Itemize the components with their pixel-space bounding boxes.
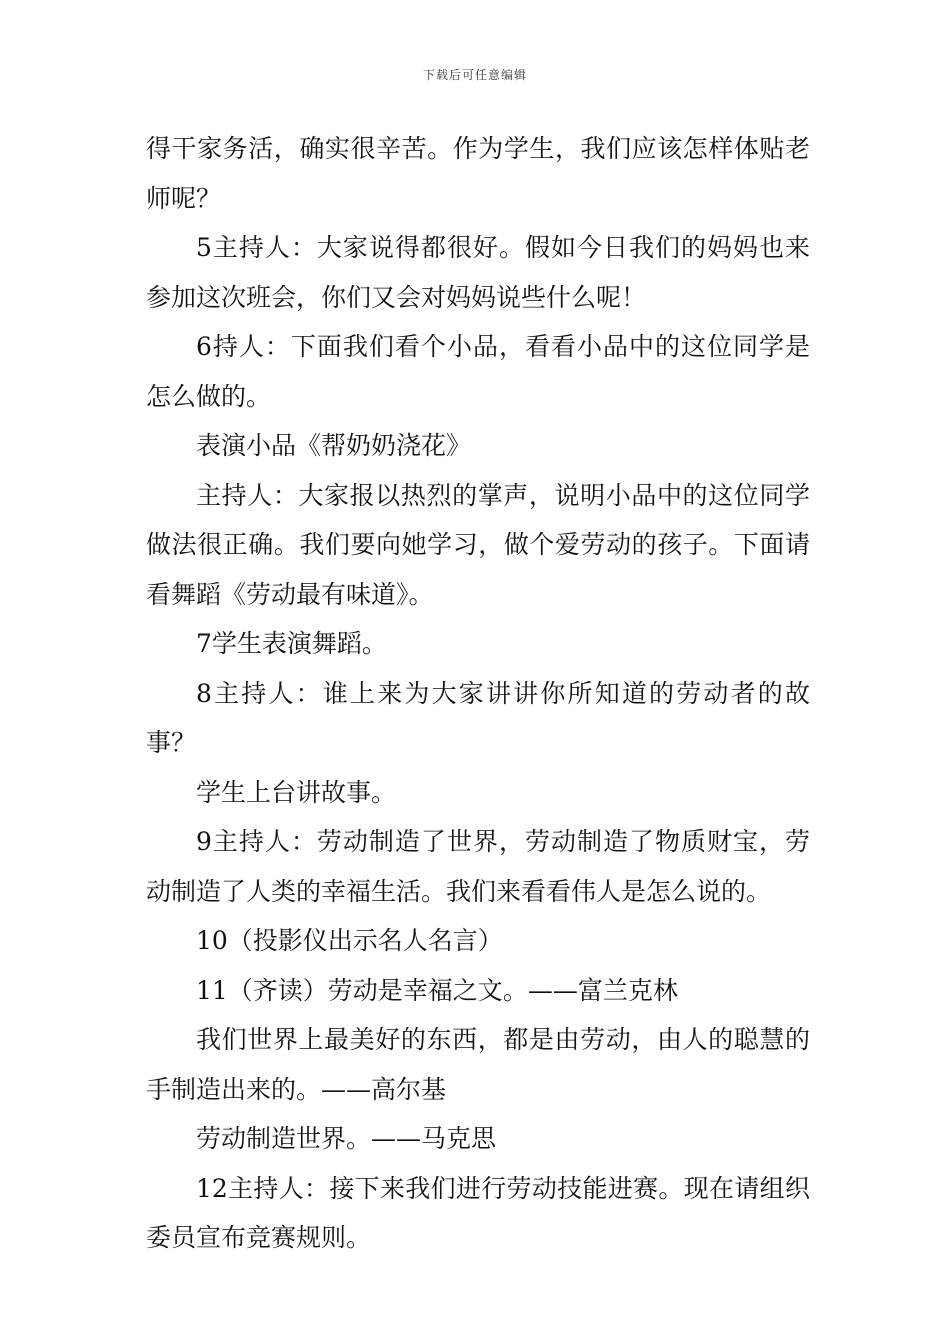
paragraph: 得干家务活，确实很辛苦。作为学生，我们应该怎样体贴老师呢？: [146, 134, 810, 213]
paragraph: 9主持人：劳动制造了世界，劳动制造了物质财宝，劳动制造了人类的幸福生活。我们来看看伟人是怎么说的。: [146, 827, 810, 906]
paragraph: 6持人：下面我们看个小品，看看小品中的这位同学是怎么做的。: [146, 332, 810, 411]
paragraph: 劳动制造世界。——马克思: [196, 1124, 497, 1153]
paragraph: 12主持人：接下来我们进行劳动技能进赛。现在请组织委员宣布竞赛规则。: [146, 1173, 810, 1252]
paragraph: 8主持人：谁上来为大家讲讲你所知道的劳动者的故事？: [146, 678, 810, 757]
paragraph: 5主持人：大家说得都很好。假如今日我们的妈妈也来参加这次班会，你们又会对妈妈说些什么呢！: [146, 233, 810, 312]
paragraph: 学生上台讲故事。: [196, 777, 397, 807]
paragraph: 表演小品《帮奶奶浇花》: [196, 431, 472, 460]
paragraph: 10（投影仪出示名人名言）: [196, 926, 503, 955]
page-header: 下载后可任意编辑: [422, 68, 527, 82]
paragraph: 主持人：大家报以热烈的掌声，说明小品中的这位同学做法很正确。我们要向她学习，做个爱劳动的孩子。下面请看舞蹈《劳动最有味道》。: [146, 480, 810, 609]
paragraph: 7学生表演舞蹈。: [196, 629, 387, 658]
paragraph: 我们世界上最美好的东西，都是由劳动，由人的聪慧的手制造出来的。——高尔基: [146, 1025, 810, 1104]
document-body: [146, 124, 810, 1263]
paragraph: 11（齐读）劳动是幸福之文。——富兰克林: [196, 975, 678, 1005]
